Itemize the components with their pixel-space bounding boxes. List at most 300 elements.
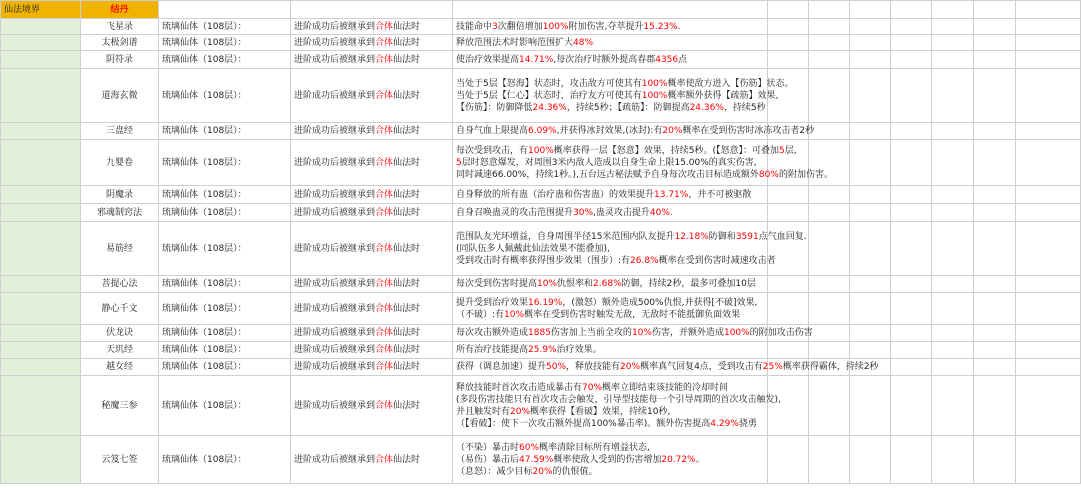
inherit-cell[interactable]: [291, 123, 453, 140]
empty-cell[interactable]: [974, 51, 1016, 69]
inherit-cell[interactable]: [291, 342, 453, 359]
empty-cell[interactable]: [768, 204, 809, 222]
stage-cell[interactable]: [1, 376, 81, 436]
empty-cell[interactable]: [974, 140, 1016, 186]
empty-cell[interactable]: [974, 293, 1016, 325]
stage-cell[interactable]: [1, 140, 81, 186]
stage-cell[interactable]: [1, 222, 81, 276]
effect-desc-cell[interactable]: [453, 186, 768, 204]
effect-desc-cell[interactable]: [453, 140, 833, 186]
skill-name-cell[interactable]: 云笈七签: [81, 436, 159, 484]
empty-cell[interactable]: [1016, 204, 1081, 222]
desc-text: 概率清除目标所有增益状态,: [539, 442, 650, 453]
inherit-cell[interactable]: [291, 222, 453, 276]
effect-desc-cell[interactable]: [453, 325, 813, 342]
source-cell[interactable]: 琉璃仙体（108层）：: [159, 123, 291, 140]
desc-line: [456, 90, 785, 102]
empty-cell[interactable]: [1016, 69, 1081, 123]
inherit-cell[interactable]: [291, 186, 453, 204]
skill-name-cell[interactable]: 越女经: [81, 359, 159, 376]
desc-text: 治疗效果。: [556, 345, 602, 355]
inherit-text: 仙法时: [393, 207, 421, 218]
empty-cell[interactable]: [891, 342, 932, 359]
desc-text: 防御和: [708, 231, 736, 242]
desc-text: 概率立即结束该技能的冷却时间: [602, 382, 729, 393]
empty-cell[interactable]: [932, 222, 974, 276]
desc-highlight: 1885: [528, 328, 551, 338]
inherit-highlight: 合体: [375, 90, 394, 101]
inherit-cell[interactable]: [291, 276, 453, 293]
stage-cell[interactable]: [1, 359, 81, 376]
source-cell[interactable]: 琉璃仙体（108层）：: [159, 51, 291, 69]
stage-cell[interactable]: [1, 51, 81, 69]
desc-highlight: 3591: [735, 231, 759, 242]
desc-text: ,每次治疗时额外提高春郡: [553, 54, 656, 65]
source-cell[interactable]: 琉璃仙体（108层）：: [159, 19, 291, 35]
source-cell[interactable]: 琉璃仙体（108层）：: [159, 293, 291, 325]
source-cell[interactable]: 琉璃仙体（108层）：: [159, 222, 291, 276]
desc-line: [456, 243, 764, 255]
empty-cell[interactable]: [850, 325, 891, 342]
empty-cell[interactable]: [850, 123, 891, 140]
desc-highlight: 6.09%: [528, 126, 557, 136]
empty-cell[interactable]: [974, 35, 1016, 51]
empty-cell[interactable]: [850, 204, 891, 222]
stage-cell[interactable]: [1, 19, 81, 35]
empty-cell[interactable]: [159, 1, 291, 19]
desc-highlight: 25%: [762, 362, 783, 372]
empty-cell[interactable]: [932, 186, 974, 204]
empty-cell[interactable]: [891, 51, 932, 69]
desc-text: 自身气血上限提高: [456, 126, 529, 136]
desc-text: 概率使敌方进入【伤筋】状态。: [667, 78, 794, 89]
stage-cell[interactable]: [1, 325, 81, 342]
inherit-cell[interactable]: [291, 35, 453, 51]
empty-cell[interactable]: [1016, 359, 1081, 376]
effect-desc-cell[interactable]: [453, 123, 815, 140]
empty-cell[interactable]: [1016, 140, 1081, 186]
inherit-cell[interactable]: [291, 51, 453, 69]
empty-cell[interactable]: [891, 35, 932, 51]
empty-cell[interactable]: [809, 1, 850, 19]
skill-name-cell[interactable]: 邪魂制窍法: [81, 204, 159, 222]
empty-cell[interactable]: [974, 359, 1016, 376]
desc-line: [456, 125, 815, 137]
desc-highlight: 20%: [510, 406, 531, 417]
empty-cell[interactable]: [850, 1, 891, 19]
desc-text: 概率在受到伤害时减速攻击者: [658, 255, 776, 266]
empty-cell[interactable]: [768, 222, 809, 276]
empty-cell[interactable]: [768, 35, 809, 51]
desc-text: ，持续5秒；【疏筋】：防御提高: [566, 102, 690, 113]
empty-cell[interactable]: [850, 140, 891, 186]
desc-highlight: 100%: [641, 78, 668, 89]
header-stage-cell[interactable]: 仙法境界: [1, 1, 81, 19]
inherit-highlight: 合体: [375, 126, 394, 136]
source-cell[interactable]: 琉璃仙体（108层）：: [159, 325, 291, 342]
inherit-text: 进阶成功后被继承到: [294, 126, 376, 136]
effect-desc-cell[interactable]: [453, 222, 807, 276]
empty-cell[interactable]: [809, 204, 850, 222]
desc-line: [456, 21, 764, 33]
effect-desc-cell[interactable]: [453, 35, 768, 51]
empty-cell[interactable]: [809, 276, 850, 293]
inherit-highlight: 合体: [375, 400, 394, 411]
desc-highlight: 70%: [582, 382, 603, 393]
empty-cell[interactable]: [1016, 276, 1081, 293]
empty-cell[interactable]: [932, 69, 974, 123]
table-row: [1, 123, 1081, 140]
desc-line: [456, 361, 879, 373]
desc-highlight: 100%: [528, 145, 554, 156]
desc-text: 自身召唤蛊灵的攻击范围提升: [456, 207, 574, 218]
table-row: [1, 376, 1081, 436]
skill-name-cell[interactable]: 阴魔录: [81, 186, 159, 204]
empty-cell[interactable]: [768, 293, 809, 325]
table-row: [1, 35, 1081, 51]
effect-desc-cell[interactable]: [453, 293, 768, 325]
empty-cell[interactable]: [809, 123, 850, 140]
empty-cell[interactable]: [891, 140, 932, 186]
source-cell[interactable]: 琉璃仙体（108层）：: [159, 204, 291, 222]
empty-cell[interactable]: [850, 186, 891, 204]
empty-cell[interactable]: [850, 69, 891, 123]
inherit-cell[interactable]: [291, 293, 453, 325]
desc-highlight: 100%: [542, 21, 569, 32]
empty-cell[interactable]: [932, 51, 974, 69]
empty-cell[interactable]: [809, 51, 850, 69]
empty-cell[interactable]: [809, 436, 850, 484]
stage-cell[interactable]: [1, 204, 81, 222]
sheet-body: [1, 1, 1081, 484]
table-row: [1, 436, 1081, 484]
inherit-text: 进阶成功后被继承到: [294, 21, 376, 32]
skill-name-cell[interactable]: 天玑经: [81, 342, 159, 359]
empty-cell[interactable]: [891, 293, 932, 325]
empty-cell[interactable]: [1016, 19, 1081, 35]
inherit-text: 仙法时: [393, 157, 421, 168]
inherit-cell[interactable]: [291, 359, 453, 376]
inherit-text: 仙法时: [393, 37, 421, 48]
inherit-highlight: 合体: [375, 54, 394, 65]
desc-highlight: 10%: [504, 309, 525, 320]
desc-highlight: 40%.: [649, 207, 673, 218]
empty-cell[interactable]: [809, 69, 850, 123]
empty-cell[interactable]: [1016, 51, 1081, 69]
desc-highlight: 2.68%: [593, 279, 622, 289]
inherit-cell[interactable]: [291, 69, 453, 123]
table-row: [1, 276, 1081, 293]
desc-text: （易伤）暴击后: [456, 454, 520, 465]
desc-text: （不破）:有: [456, 309, 505, 320]
inherit-text: 进阶成功后被继承到: [294, 454, 376, 465]
inherit-text: 进阶成功后被继承到: [294, 345, 376, 355]
source-cell[interactable]: 琉璃仙体（108层）：: [159, 186, 291, 204]
desc-line: [456, 207, 764, 219]
desc-highlight: 15.23%.: [643, 21, 681, 32]
empty-cell[interactable]: [768, 276, 809, 293]
skill-name-cell[interactable]: 菩提心法: [81, 276, 159, 293]
empty-cell[interactable]: [932, 1, 974, 19]
desc-line: [456, 309, 764, 321]
table-row: [1, 204, 1081, 222]
inherit-text: 仙法时: [393, 54, 421, 65]
empty-cell[interactable]: [932, 204, 974, 222]
effect-desc-cell[interactable]: [453, 204, 768, 222]
desc-highlight: 20%: [662, 126, 683, 136]
skill-name-cell[interactable]: 三盘经: [81, 123, 159, 140]
empty-cell[interactable]: [974, 325, 1016, 342]
desc-line: [456, 442, 764, 454]
empty-cell[interactable]: [974, 19, 1016, 35]
desc-line: [456, 145, 797, 157]
empty-cell[interactable]: [1016, 35, 1081, 51]
stage-cell[interactable]: [1, 276, 81, 293]
empty-cell[interactable]: [974, 222, 1016, 276]
empty-cell[interactable]: [768, 436, 809, 484]
empty-cell[interactable]: [891, 204, 932, 222]
header-row: [1, 1, 1081, 19]
empty-cell[interactable]: [891, 1, 932, 19]
desc-line: [456, 278, 764, 290]
empty-cell[interactable]: [891, 222, 932, 276]
desc-line: [456, 466, 764, 478]
desc-highlight: 13.71%: [654, 189, 689, 200]
effect-desc-cell[interactable]: [453, 359, 879, 376]
empty-cell[interactable]: [850, 276, 891, 293]
empty-cell[interactable]: [891, 359, 932, 376]
skill-name-cell[interactable]: 秘魔三参: [81, 376, 159, 436]
source-cell[interactable]: 琉璃仙体（108层）：: [159, 359, 291, 376]
skill-name-cell[interactable]: 九婴卷: [81, 140, 159, 186]
inherit-cell[interactable]: [291, 376, 453, 436]
table-row: [1, 342, 1081, 359]
empty-cell[interactable]: [891, 276, 932, 293]
inherit-text: 仙法时: [393, 279, 421, 289]
inherit-highlight: 合体: [375, 362, 394, 372]
empty-cell[interactable]: [932, 359, 974, 376]
empty-cell[interactable]: [932, 35, 974, 51]
desc-text: 自身释放的所有蛊（治疗蛊和伤害蛊）的效果提升: [456, 189, 655, 200]
inherit-cell[interactable]: [291, 140, 453, 186]
empty-cell[interactable]: [850, 376, 891, 436]
table-row: [1, 140, 1081, 186]
skill-name-cell[interactable]: 道海玄微: [81, 69, 159, 123]
inherit-cell[interactable]: [291, 325, 453, 342]
header-title-cell[interactable]: 结丹: [81, 1, 159, 19]
desc-text: 仇恨率和: [557, 279, 594, 289]
effect-desc-cell[interactable]: [453, 19, 768, 35]
desc-text: ，释放技能有: [566, 362, 621, 372]
effect-desc-cell[interactable]: [453, 436, 768, 484]
desc-text: ，(激怒）额外造成500%仇恨,并获得[不破]效果,: [562, 297, 758, 308]
desc-highlight: 25.9%: [528, 345, 557, 355]
empty-cell[interactable]: [809, 376, 850, 436]
empty-cell[interactable]: [1016, 1, 1081, 19]
desc-text: 骁勇: [738, 418, 757, 429]
inherit-text: 进阶成功后被继承到: [294, 207, 376, 218]
desc-text: （【看破】：使下一次攻击额外提高100%暴击率)。额外伤害提高: [456, 418, 711, 429]
source-cell[interactable]: 琉璃仙体（108层）：: [159, 376, 291, 436]
empty-cell[interactable]: [932, 123, 974, 140]
empty-cell[interactable]: [891, 186, 932, 204]
desc-highlight: 20%: [620, 362, 641, 372]
skill-name-cell[interactable]: 阴符录: [81, 51, 159, 69]
empty-cell[interactable]: [974, 436, 1016, 484]
effect-desc-cell[interactable]: [453, 51, 768, 69]
inherit-cell[interactable]: [291, 436, 453, 484]
desc-highlight: 5: [779, 145, 785, 156]
empty-cell[interactable]: [974, 204, 1016, 222]
empty-cell[interactable]: [1016, 342, 1081, 359]
empty-cell[interactable]: [974, 69, 1016, 123]
empty-cell[interactable]: [809, 222, 850, 276]
empty-cell[interactable]: [891, 123, 932, 140]
empty-cell[interactable]: [974, 186, 1016, 204]
empty-cell[interactable]: [932, 19, 974, 35]
desc-line: [456, 382, 764, 394]
inherit-text: 进阶成功后被继承到: [294, 90, 376, 101]
empty-cell[interactable]: [809, 325, 850, 342]
desc-line: [456, 454, 764, 466]
stage-cell[interactable]: [1, 436, 81, 484]
desc-text: 概率获得霸体，持续2秒: [782, 362, 879, 372]
empty-cell[interactable]: [932, 436, 974, 484]
empty-cell[interactable]: [1016, 436, 1081, 484]
empty-cell[interactable]: [850, 19, 891, 35]
inherit-cell[interactable]: [291, 19, 453, 35]
source-cell[interactable]: 琉璃仙体（108层）：: [159, 69, 291, 123]
inherit-text: 进阶成功后被继承到: [294, 279, 376, 289]
empty-cell[interactable]: [1016, 123, 1081, 140]
desc-text: 。: [695, 454, 705, 465]
empty-cell[interactable]: [768, 1, 809, 19]
empty-cell[interactable]: [974, 342, 1016, 359]
empty-cell[interactable]: [768, 19, 809, 35]
desc-text: 受到攻击时有概率获得围步效果（围步）:有: [456, 255, 631, 266]
desc-text: 概率在受到伤害时冰冻攻击者2秒: [682, 126, 815, 136]
desc-text: 附加伤害,夺萃提升: [568, 21, 644, 32]
empty-cell[interactable]: [768, 51, 809, 69]
desc-text: 概率额外获得【疏筋】效果，: [667, 90, 785, 101]
inherit-text: 进阶成功后被继承到: [294, 243, 376, 254]
skill-name-cell[interactable]: 伏龙诀: [81, 325, 159, 342]
empty-cell[interactable]: [1016, 186, 1081, 204]
empty-cell[interactable]: [1016, 293, 1081, 325]
inherit-text: 仙法时: [393, 303, 421, 314]
empty-cell[interactable]: [768, 342, 809, 359]
desc-text: 释放范围法术时影响范围扩大: [456, 37, 574, 48]
desc-highlight: 4356: [655, 54, 679, 65]
empty-cell[interactable]: [932, 376, 974, 436]
desc-text: 层时怒意爆发，对周围3米内敌人造成以自身生命上限15.00%的真实伤害,: [461, 157, 757, 168]
empty-cell[interactable]: [932, 293, 974, 325]
empty-cell[interactable]: [932, 276, 974, 293]
empty-cell[interactable]: [1016, 376, 1081, 436]
effect-desc-cell[interactable]: [453, 276, 768, 293]
desc-text: 的仇恨值。: [552, 466, 598, 477]
stage-cell[interactable]: [1, 293, 81, 325]
empty-cell[interactable]: [1016, 222, 1081, 276]
empty-cell[interactable]: [932, 342, 974, 359]
empty-cell[interactable]: [891, 436, 932, 484]
inherit-highlight: 合体: [375, 454, 394, 465]
stage-cell[interactable]: [1, 123, 81, 140]
empty-cell[interactable]: [809, 19, 850, 35]
desc-text: 同时减速66.00%，持续1秒。),五台远古秘法赋予自身每次攻击目标造成额外: [456, 169, 759, 180]
empty-cell[interactable]: [974, 1, 1016, 19]
empty-cell[interactable]: [768, 376, 809, 436]
inherit-text: 仙法时: [393, 345, 421, 355]
empty-cell[interactable]: [768, 186, 809, 204]
desc-line: [456, 189, 764, 201]
skill-name-cell[interactable]: 易筋经: [81, 222, 159, 276]
stage-cell[interactable]: [1, 69, 81, 123]
desc-highlight: 12.18%: [674, 231, 709, 242]
desc-text: 当处于5层【怒海】状态时，攻击敌方可使其有: [456, 78, 642, 89]
source-cell[interactable]: 琉璃仙体（108层）：: [159, 276, 291, 293]
desc-text: 当处于5层【仁心】状态时，治疗友方可使其有: [456, 90, 642, 101]
empty-cell[interactable]: [850, 293, 891, 325]
empty-cell[interactable]: [809, 186, 850, 204]
empty-cell[interactable]: [891, 19, 932, 35]
empty-cell[interactable]: [809, 35, 850, 51]
empty-cell[interactable]: [891, 376, 932, 436]
empty-cell[interactable]: [809, 293, 850, 325]
table-row: [1, 222, 1081, 276]
stage-cell[interactable]: [1, 35, 81, 51]
empty-cell[interactable]: [974, 376, 1016, 436]
inherit-highlight: 合体: [375, 243, 394, 254]
desc-text: 释放技能时首次攻击造成暴击有: [456, 382, 583, 393]
empty-cell[interactable]: [932, 140, 974, 186]
empty-cell[interactable]: [850, 51, 891, 69]
empty-cell[interactable]: [974, 276, 1016, 293]
effect-desc-cell[interactable]: [453, 342, 768, 359]
empty-cell[interactable]: [850, 436, 891, 484]
source-cell[interactable]: 琉璃仙体（108层）：: [159, 436, 291, 484]
empty-cell[interactable]: [850, 35, 891, 51]
inherit-text: 进阶成功后被继承到: [294, 400, 376, 411]
skill-name-cell[interactable]: 太极剑谱: [81, 35, 159, 51]
desc-text: 技能命中: [456, 21, 493, 32]
effect-desc-cell[interactable]: [453, 69, 794, 123]
inherit-cell[interactable]: [291, 204, 453, 222]
empty-cell[interactable]: [809, 342, 850, 359]
desc-text: 并且触发时有: [456, 406, 511, 417]
skill-name-cell[interactable]: 飞星录: [81, 19, 159, 35]
empty-cell[interactable]: [453, 1, 768, 19]
empty-cell[interactable]: [850, 222, 891, 276]
inherit-text: 仙法时: [393, 400, 421, 411]
empty-cell[interactable]: [891, 69, 932, 123]
empty-cell[interactable]: [1016, 325, 1081, 342]
source-cell[interactable]: 琉璃仙体（108层）：: [159, 35, 291, 51]
empty-cell[interactable]: [291, 1, 453, 19]
source-cell[interactable]: 琉璃仙体（108层）：: [159, 342, 291, 359]
effect-desc-cell[interactable]: [453, 376, 781, 436]
stage-cell[interactable]: [1, 342, 81, 359]
stage-cell[interactable]: [1, 186, 81, 204]
empty-cell[interactable]: [850, 342, 891, 359]
desc-highlight: 20.72%: [661, 454, 696, 465]
source-cell[interactable]: 琉璃仙体（108层）：: [159, 140, 291, 186]
empty-cell[interactable]: [932, 325, 974, 342]
empty-cell[interactable]: [974, 123, 1016, 140]
desc-highlight: 100%: [641, 90, 668, 101]
empty-cell[interactable]: [891, 325, 932, 342]
skill-name-cell[interactable]: 静心千文: [81, 293, 159, 325]
